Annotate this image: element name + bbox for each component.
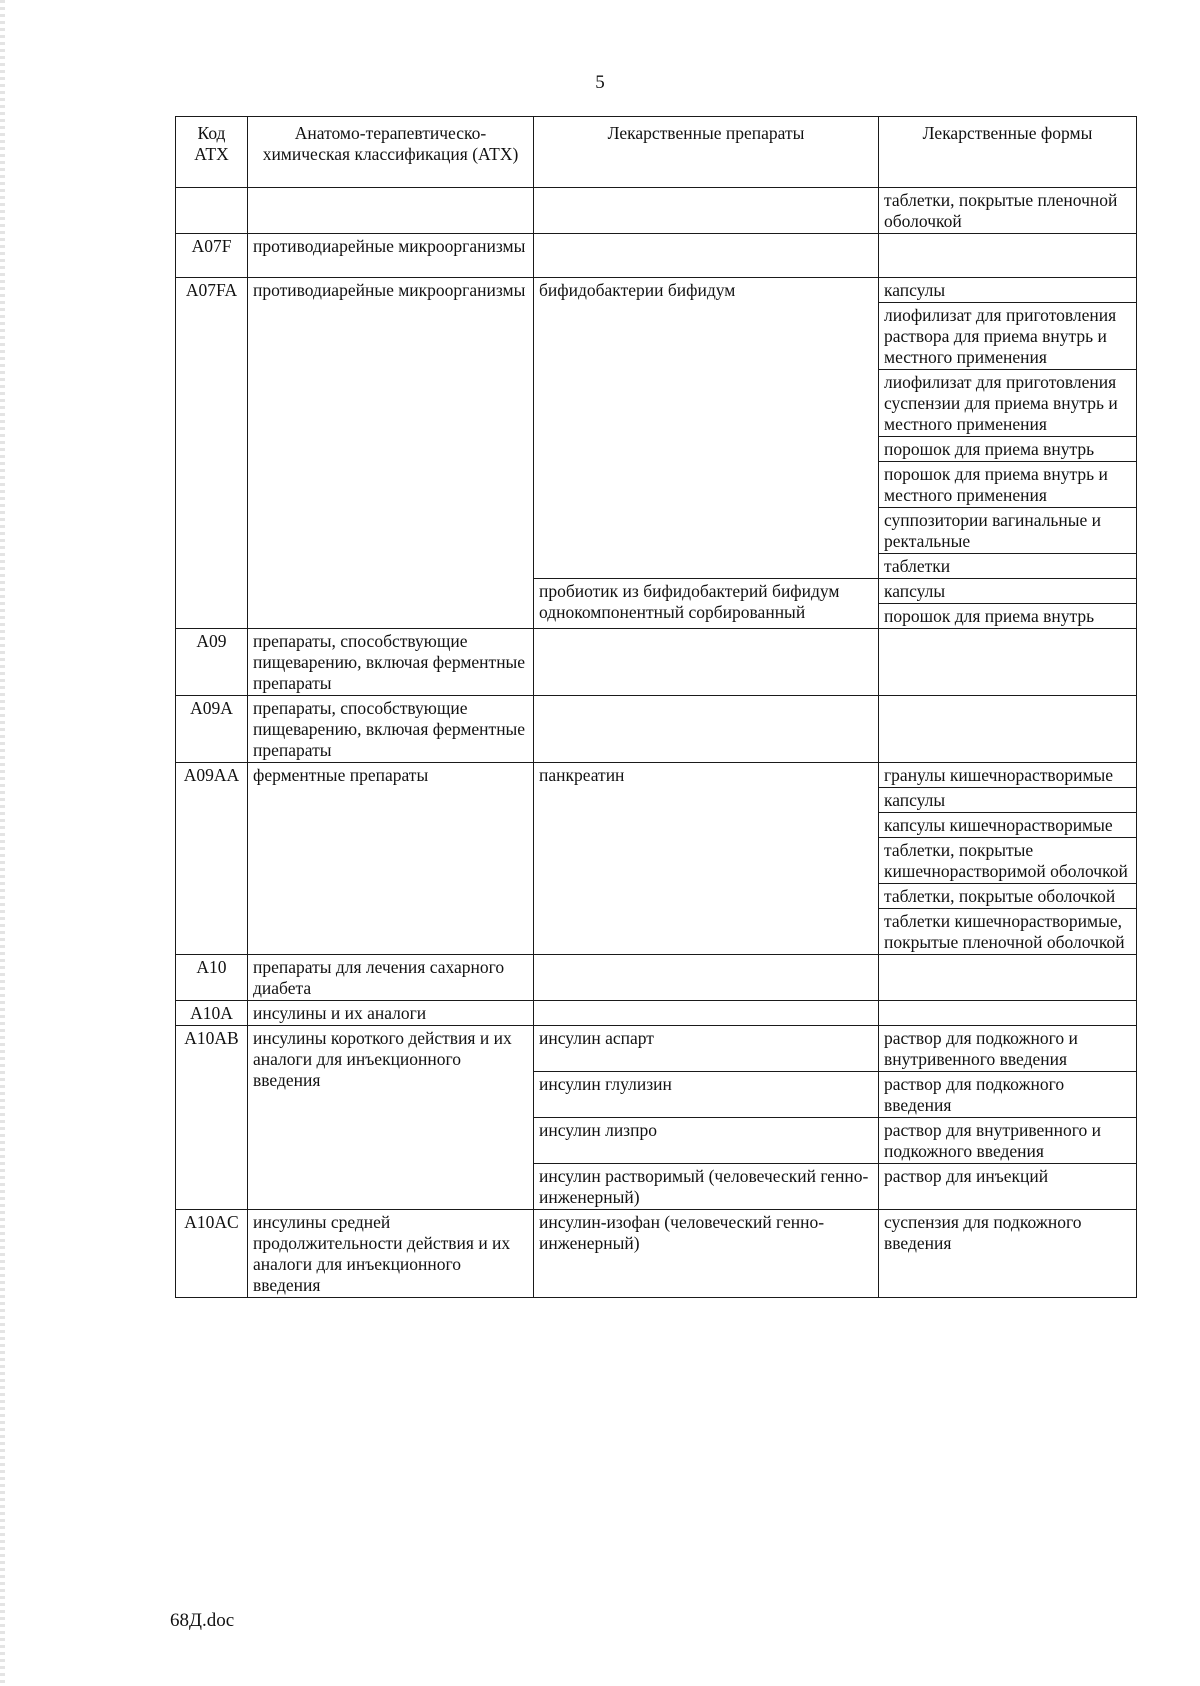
table-row xyxy=(176,696,1137,763)
drug-cell xyxy=(534,629,879,696)
classification-cell: инсулины и их аналоги xyxy=(248,1001,534,1026)
classification-cell: препараты, способствующие пищеварению, включая ферментные препараты xyxy=(248,696,534,763)
footer-filename: 68Д.doc xyxy=(170,1610,235,1631)
continuation-row xyxy=(176,188,1137,234)
code-cell: A10A xyxy=(176,1001,248,1026)
page-number: 5 xyxy=(595,72,605,93)
table-row xyxy=(176,955,1137,1001)
form-cell: таблетки xyxy=(879,554,1137,579)
form-cell: таблетки, покрытые кишечнорастворимой оболочкой xyxy=(879,838,1137,884)
form-cell xyxy=(879,629,1137,696)
form-cell: капсулы xyxy=(879,278,1137,303)
table-row xyxy=(176,1026,1137,1072)
form-cell: лиофилизат для приготовления суспензии для приема внутрь и местного применения xyxy=(879,370,1137,437)
classification-cell xyxy=(248,188,534,234)
table-row xyxy=(176,763,1137,788)
classification-cell: противодиарейные микроорганизмы xyxy=(248,278,534,629)
drug-cell: инсулин растворимый (человеческий генно-инженерный) xyxy=(534,1164,879,1210)
table-row xyxy=(176,1210,1137,1298)
code-cell: A10AC xyxy=(176,1210,248,1298)
form-cell: капсулы xyxy=(879,579,1137,604)
table-row xyxy=(176,278,1137,303)
code-cell: A09 xyxy=(176,629,248,696)
form-cell xyxy=(879,234,1137,278)
classification-cell: препараты, способствующие пищеварению, включая ферментные препараты xyxy=(248,629,534,696)
drug-cell xyxy=(534,1001,879,1026)
code-cell: A10 xyxy=(176,955,248,1001)
drug-cell: панкреатин xyxy=(534,763,879,955)
drug-cell: инсулин глулизин xyxy=(534,1072,879,1118)
atx-table xyxy=(175,116,1137,1298)
table-row xyxy=(176,234,1137,278)
classification-cell: противодиарейные микроорганизмы xyxy=(248,234,534,278)
header-drugs: Лекарственные препараты xyxy=(534,117,879,188)
form-cell: гранулы кишечнорастворимые xyxy=(879,763,1137,788)
form-cell: таблетки, покрытые пленочной оболочкой xyxy=(879,188,1137,234)
drug-cell: бифидобактерии бифидум xyxy=(534,278,879,579)
table-row xyxy=(176,1001,1137,1026)
drug-cell xyxy=(534,188,879,234)
code-cell: A10AB xyxy=(176,1026,248,1210)
drug-cell: инсулин аспарт xyxy=(534,1026,879,1072)
scan-edge-artifact xyxy=(0,0,5,1686)
table-row xyxy=(176,629,1137,696)
code-cell: A09AA xyxy=(176,763,248,955)
form-cell xyxy=(879,1001,1137,1026)
header-classification: Анатомо-терапевтическо-химическая классификация (АТХ) xyxy=(248,117,534,188)
form-cell: капсулы кишечнорастворимые xyxy=(879,813,1137,838)
form-cell: раствор для внутривенного и подкожного введения xyxy=(879,1118,1137,1164)
form-cell: раствор для подкожного введения xyxy=(879,1072,1137,1118)
form-cell xyxy=(879,696,1137,763)
classification-cell: инсулины средней продолжительности действия и их аналоги для инъекционного введения xyxy=(248,1210,534,1298)
drug-cell xyxy=(534,696,879,763)
form-cell: лиофилизат для приготовления раствора для приема внутрь и местного применения xyxy=(879,303,1137,370)
form-cell: порошок для приема внутрь и местного применения xyxy=(879,462,1137,508)
classification-cell: ферментные препараты xyxy=(248,763,534,955)
code-cell xyxy=(176,188,248,234)
drug-cell: инсулин лизпро xyxy=(534,1118,879,1164)
form-cell: порошок для приема внутрь xyxy=(879,604,1137,629)
form-cell: порошок для приема внутрь xyxy=(879,437,1137,462)
table-header-row xyxy=(176,117,1137,188)
form-cell: суспензия для подкожного введения xyxy=(879,1210,1137,1298)
drug-cell: пробиотик из бифидобактерий бифидум однокомпонентный сорбированный xyxy=(534,579,879,629)
form-cell: капсулы xyxy=(879,788,1137,813)
classification-cell: инсулины короткого действия и их аналоги для инъекционного введения xyxy=(248,1026,534,1210)
form-cell xyxy=(879,955,1137,1001)
form-cell: раствор для инъекций xyxy=(879,1164,1137,1210)
header-forms: Лекарственные формы xyxy=(879,117,1137,188)
code-cell: A07F xyxy=(176,234,248,278)
form-cell: таблетки кишечнорастворимые, покрытые пленочной оболочкой xyxy=(879,909,1137,955)
classification-cell: препараты для лечения сахарного диабета xyxy=(248,955,534,1001)
header-code: Код АТХ xyxy=(176,117,248,188)
code-cell: A07FA xyxy=(176,278,248,629)
form-cell: суппозитории вагинальные и ректальные xyxy=(879,508,1137,554)
drug-cell xyxy=(534,955,879,1001)
form-cell: таблетки, покрытые оболочкой xyxy=(879,884,1137,909)
code-cell: A09A xyxy=(176,696,248,763)
drug-cell xyxy=(534,234,879,278)
drug-cell: инсулин-изофан (человеческий генно-инженерный) xyxy=(534,1210,879,1298)
form-cell: раствор для подкожного и внутривенного введения xyxy=(879,1026,1137,1072)
